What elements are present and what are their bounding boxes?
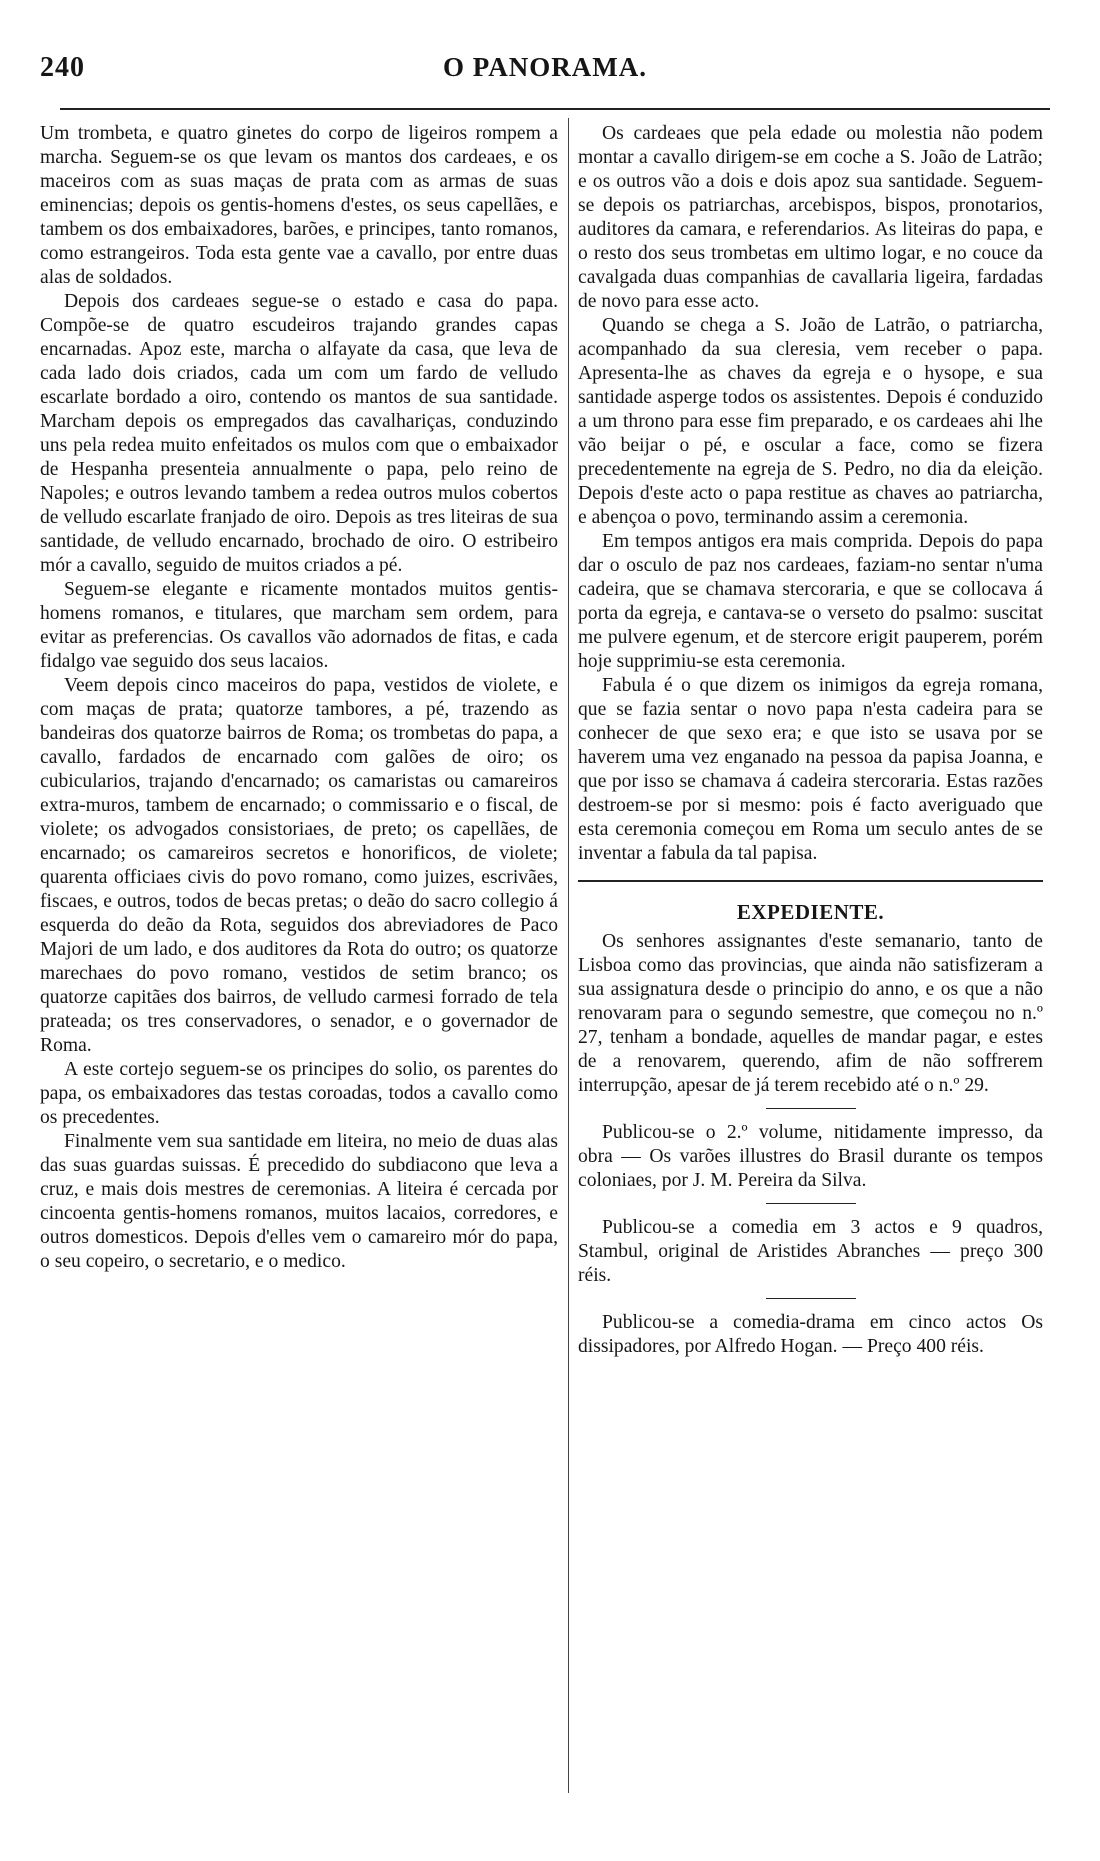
page-header — [40, 48, 1050, 88]
page-number: 240 — [40, 52, 85, 83]
expediente-title: EXPEDIENTE. — [736, 900, 885, 924]
short-rule — [766, 1108, 856, 1109]
announcement: Publicou-se o 2.º volume, nitidamente impresso, da obra — Os varões illustres do Brasil durante os tempos coloniaes, por J. M. Pereira da Silva. — [578, 1122, 1043, 1191]
paragraph: Quando se chega a S. João de Latrão, o patriarcha, acompanhado da sua cleresia, vem receber o papa. Apresenta-lhe as chaves da egreja e o hysope, e sua santidade asperge todos os assistentes. Depois é conduzido a um throno para esse fim preparado, e os cardeaes ahi lhe vão beijar o pé, e oscular a face, como se fizera precedentemente na egreja de S. Pedro, no dia da eleição. Depois d'este acto o papa restitue as chaves ao patriarcha, e abençoa o povo, terminando assim a ceremonia. — [578, 315, 1043, 528]
paragraph: Veem depois cinco maceiros do papa, vestidos de violete, e com maças de prata; quatorze tambores, a pé, trazendo as bandeiras dos quatorze bairros de Roma; os trombetas do papa, a cavallo, fardados de encarnado com galões de oiro; os cubicularios, trajando d'encarnado; os camaristas ou camareiros extra-muros, tambem de encarnado; o commissario e o fiscal, de violete; os advogados consistoriaes, de preto; os capellães, de encarnado; os camareiros secretos e honorificos, de violete; quarenta officiaes civis do povo romano, como juizes, escrivães, fiscaes, e outros, todos de becas pretas; o deão do sacro collegio á esquerda do deão da Rota, seguidos dos abreviadores de Paco Majori de um lado, e dos auditores da Rota do outro; os quatorze marechaes do povo romano, vestidos de setim branco; os quatorze capitães dos bairros, de velludo carmesi forrado de tela prateada; os tres conservadores, o senador, e o governador de Roma. — [40, 675, 558, 1056]
paragraph: A este cortejo seguem-se os principes do solio, os parentes do papa, os embaixadores das testas coroadas, todos a cavallo como os precedentes. — [40, 1059, 558, 1128]
header-rule — [60, 108, 1050, 110]
announcement: Publicou-se a comedia em 3 actos e 9 quadros, Stambul, original de Aristides Abranches — preço 300 réis. — [578, 1217, 1043, 1286]
short-rule — [766, 1203, 856, 1204]
paragraph: Depois dos cardeaes segue-se o estado e casa do papa. Compõe-se de quatro escudeiros trajando grandes capas encarnadas. Apoz este, marcha o alfayate da casa, que leva de cada lado dois criados, cada um com um fardo de velludo escarlate bordado a oiro, contendo os mantos de sua santidade. Marcham depois os empregados das cavalhariças, conduzindo uns pela redea muito enfeitados os mulos com que o embaixador de Hespanha presenteia annualmente o papa, pelo reino de Napoles; e outros levando tambem a redea outros mulos cobertos de velludo escarlate franjado de oiro. Depois as tres liteiras de sua santidade, de velludo encarnado, brochado de oiro. O estribeiro mór a cavallo, seguido de muitos criados a pé. — [40, 291, 558, 576]
paragraph: Seguem-se elegante e ricamente montados muitos gentis-homens romanos, e titulares, que marcham sem ordem, para evitar as preferencias. Os cavallos vão adornados de fitas, e cada fidalgo vae seguido dos seus lacaios. — [40, 579, 558, 672]
right-column — [578, 122, 1043, 1359]
short-rule — [766, 1298, 856, 1299]
page-title: O PANORAMA. — [443, 52, 647, 82]
paragraph: Finalmente vem sua santidade em liteira, no meio de duas alas das suas guardas suissas. É precedido do subdiacono que leva a cruz, e mais dois mestres de ceremonias. A liteira é cercada por cincoenta gentis-homens romanos, muitos lacaios, corredores, e outros domesticos. Depois d'elles vem o camareiro mór do papa, o seu copeiro, o secretario, e o medico. — [40, 1131, 558, 1272]
column-divider — [568, 118, 569, 1793]
announcement: Publicou-se a comedia-drama em cinco actos Os dissipadores, por Alfredo Hogan. — Preço 400 réis. — [578, 1312, 1043, 1357]
left-column — [40, 122, 558, 1274]
paragraph: Em tempos antigos era mais comprida. Depois do papa dar o osculo de paz nos cardeaes, faziam-no sentar n'uma cadeira, que se chamava stercoraria, e que se collocava á porta da egreja, e cantava-se o verseto do psalmo: suscitat me pulvere egenum, et de stercore erigit pauperem, porém hoje supprimiu-se esta ceremonia. — [578, 531, 1043, 672]
section-rule — [578, 880, 1043, 882]
paragraph: Fabula é o que dizem os inimigos da egreja romana, que se fazia sentar o novo papa n'esta cadeira para se conhecer de que sexo era; e que isto se usava por se haverem uma vez enganado na pessoa da papisa Joanna, e que por isso se chamava á cadeira stercoraria. Estas razões destroem-se por si mesmo: pois é facto averiguado que esta ceremonia começou em Roma um seculo antes de se inventar a fabula da tal papisa. — [578, 675, 1043, 864]
expediente-notice: Os senhores assignantes d'este semanario, tanto de Lisboa como das provincias, que ainda não satisfizeram a sua assignatura desde o principio do anno, e os que a não renovaram para o segundo semestre, que começou no n.º 27, tenham a bondade, aquelles de mandar pagar, e estes de a renovarem, querendo, afim de não soffrerem interrupção, apesar de já terem recebido até o n.º 29. — [578, 931, 1043, 1096]
paragraph: Os cardeaes que pela edade ou molestia não podem montar a cavallo dirigem-se em coche a S. João de Latrão; e os outros vão a dois e dois apoz sua santidade. Seguem-se depois os patriarchas, arcebispos, bispos, pronotarios, auditores da camara, e referendarios. As liteiras do papa, e o resto dos seus trombetas em ultimo logar, e no couce da cavalgada duas companhias de cavallaria ligeira, fardadas de novo para esse acto. — [578, 123, 1043, 312]
paragraph: Um trombeta, e quatro ginetes do corpo de ligeiros rompem a marcha. Seguem-se os que levam os mantos dos cardeaes, e os maceiros com as suas maças de prata com as armas de suas eminencias; depois os gentis-homens d'estes, os seus capellães, e tambem os dos embaixadores, barões, e principes, tanto romanos, como estrangeiros. Toda esta gente vae a cavallo, por entre duas alas de soldados. — [40, 123, 558, 288]
